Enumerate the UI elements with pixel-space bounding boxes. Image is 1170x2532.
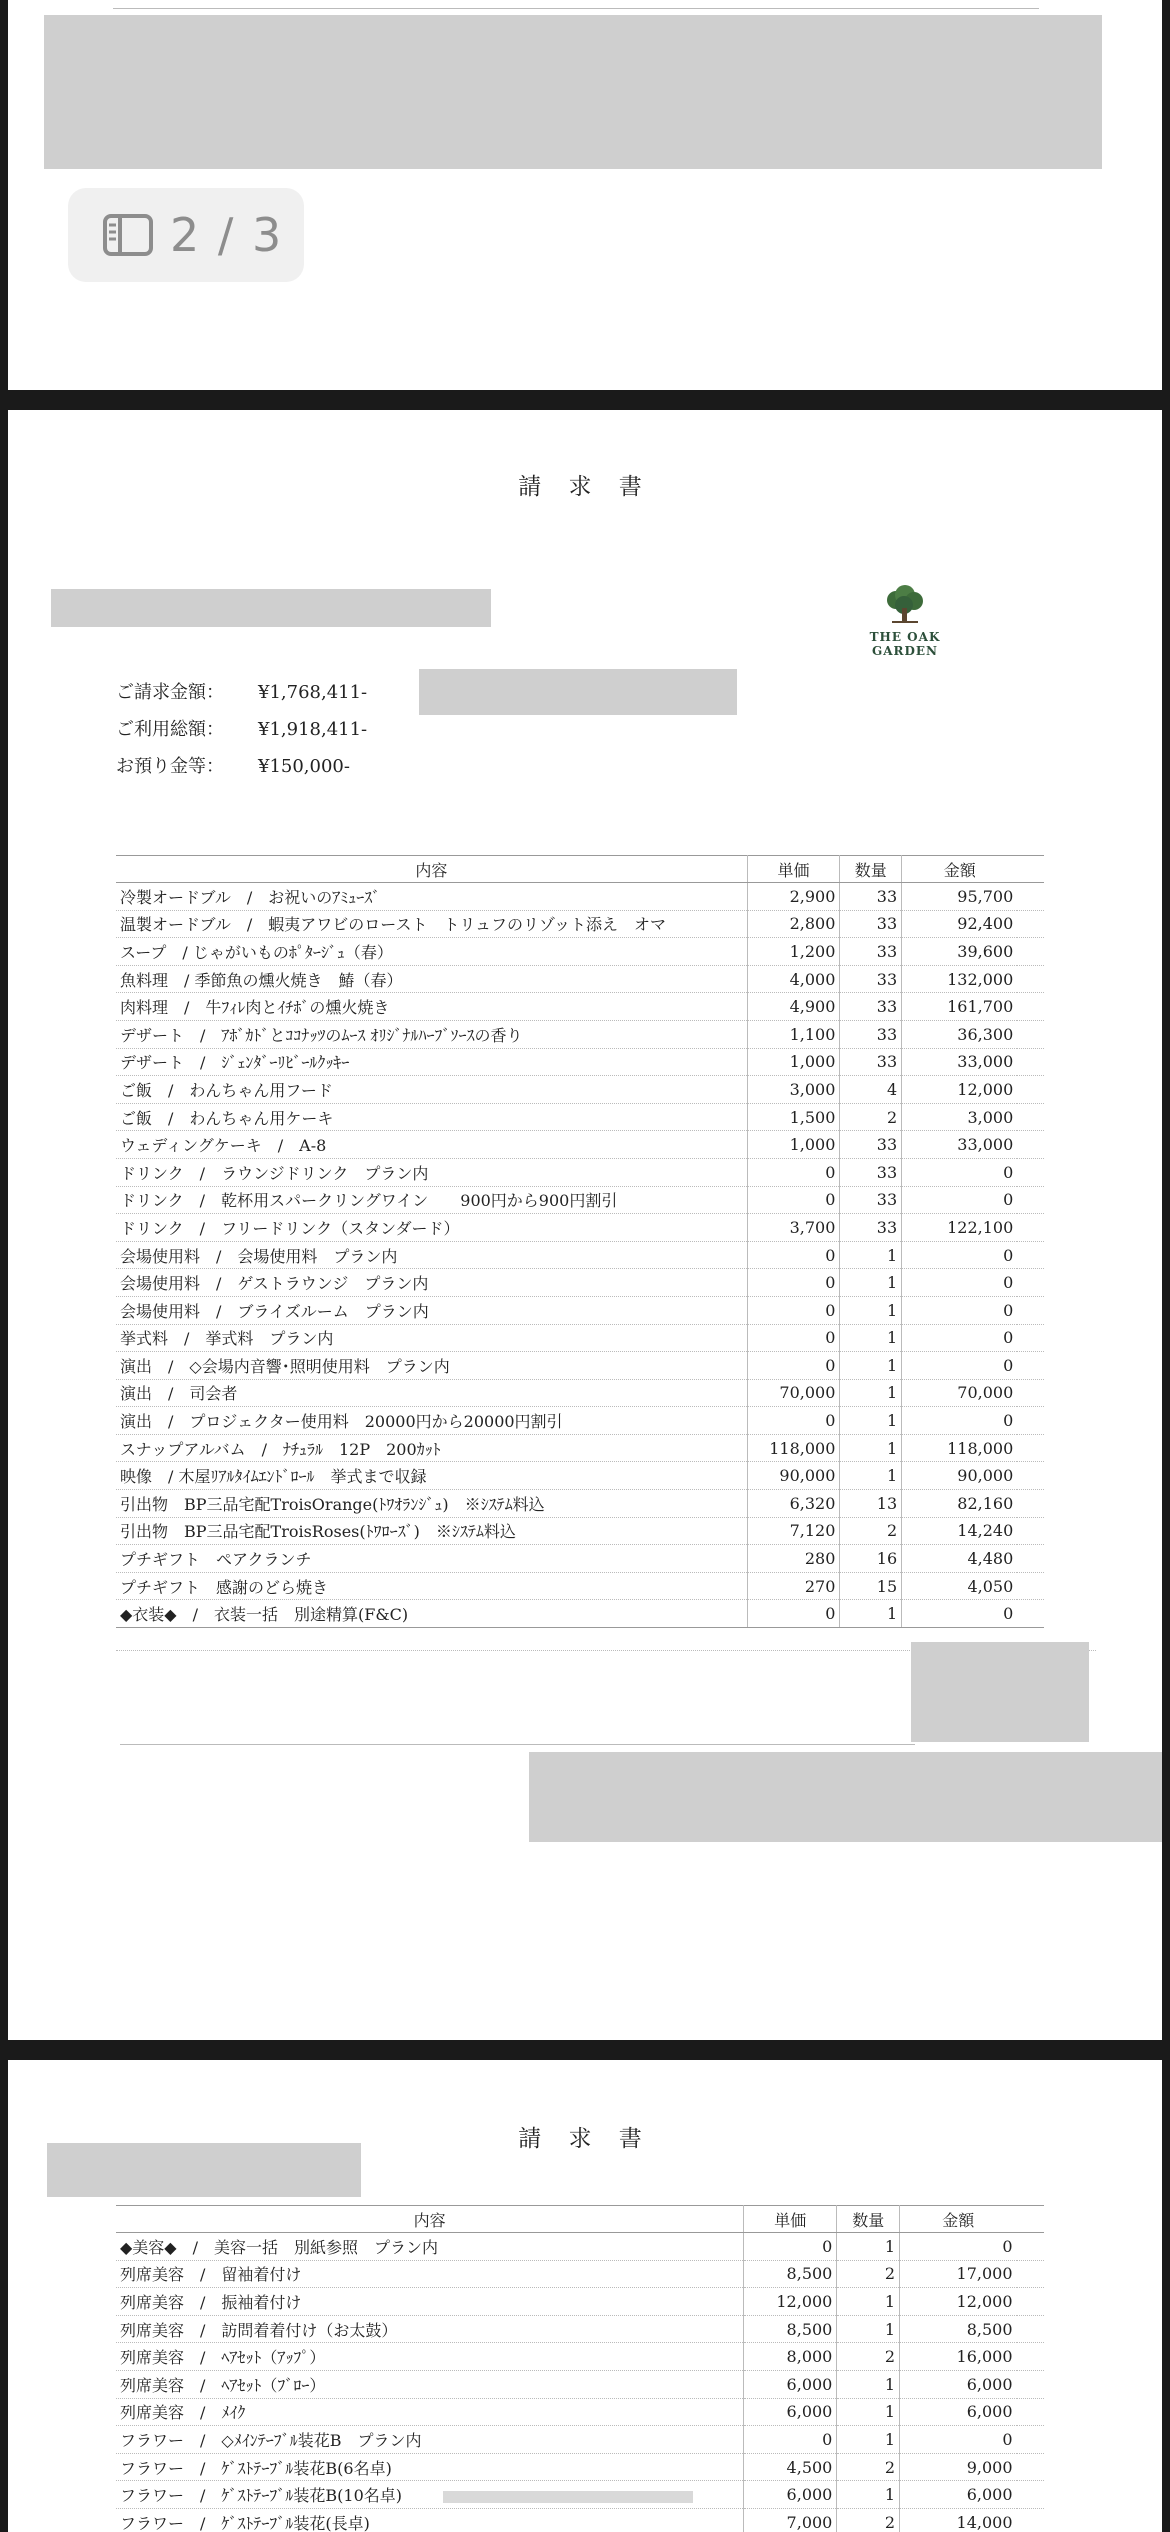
item-description: スナップアルバム / ﾅﾁｭﾗﾙ 12P 200ｶｯﾄ <box>116 1434 747 1462</box>
divider <box>113 8 1039 9</box>
item-description: 演出 / ◇会場内音響･照明使用料 プラン内 <box>116 1352 747 1380</box>
table-row <box>116 2370 1044 2398</box>
item-unit-price: 7,120 <box>747 1517 840 1545</box>
item-amount: 0 <box>902 1600 1018 1628</box>
summary-row-billed <box>116 674 367 711</box>
column-header: 内容 <box>116 2206 744 2233</box>
column-header: 数量 <box>840 856 902 883</box>
item-unit-price: 0 <box>747 1600 840 1628</box>
page-indicator[interactable] <box>68 188 304 282</box>
redacted-block <box>911 1642 1089 1742</box>
column-header: 金額 <box>902 856 1018 883</box>
item-amount: 33,000 <box>902 1131 1018 1159</box>
item-description: デザート / ｱﾎﾞｶﾄﾞとｺｺﾅｯﾂのﾑｰｽ ｵﾘｼﾞﾅﾙﾊｰﾌﾞｿｰｽの香り <box>116 1020 747 1048</box>
item-description: ドリンク / 乾杯用スパークリングワイン 900円から900円割引 <box>116 1186 747 1214</box>
item-amount: 12,000 <box>902 1076 1018 1104</box>
item-description: ご飯 / わんちゃん用フード <box>116 1076 747 1104</box>
item-description: スープ / じゃがいものﾎﾟﾀｰｼﾞｭ（春） <box>116 938 747 966</box>
item-spacer <box>1017 938 1044 966</box>
item-unit-price: 1,000 <box>747 1048 840 1076</box>
item-quantity: 2 <box>837 2260 900 2288</box>
item-unit-price: 1,200 <box>747 938 840 966</box>
item-quantity: 1 <box>837 2315 900 2343</box>
item-spacer <box>1017 1269 1044 1297</box>
item-amount: 12,000 <box>900 2288 1017 2316</box>
item-quantity: 1 <box>837 2398 900 2426</box>
brand-logo <box>835 584 975 658</box>
item-quantity: 33 <box>840 1131 902 1159</box>
item-description: 列席美容 / ﾍｱｾｯﾄ（ｱｯﾌﾟ） <box>116 2343 744 2371</box>
item-quantity: 1 <box>837 2370 900 2398</box>
item-amount: 0 <box>902 1352 1018 1380</box>
item-quantity: 33 <box>840 1186 902 1214</box>
item-unit-price: 6,000 <box>744 2370 837 2398</box>
invoice-items-table <box>116 2205 1044 2532</box>
item-spacer <box>1017 1434 1044 1462</box>
item-quantity: 33 <box>840 1214 902 1242</box>
table-row <box>116 993 1044 1021</box>
summary-value: ¥150,000- <box>258 756 350 777</box>
item-unit-price: 4,500 <box>744 2453 837 2481</box>
item-quantity: 4 <box>840 1076 902 1104</box>
table-row <box>116 1241 1044 1269</box>
item-amount: 0 <box>900 2233 1017 2261</box>
item-description: 演出 / 司会者 <box>116 1379 747 1407</box>
invoice-title: 請 求 書 <box>518 474 652 500</box>
item-quantity: 1 <box>840 1600 902 1628</box>
item-description: 会場使用料 / 会場使用料 プラン内 <box>116 1241 747 1269</box>
table-row <box>116 1076 1044 1104</box>
table-header-row <box>116 856 1044 883</box>
column-header: 数量 <box>837 2206 900 2233</box>
item-unit-price: 0 <box>747 1352 840 1380</box>
item-amount: 6,000 <box>900 2398 1017 2426</box>
item-amount: 39,600 <box>902 938 1018 966</box>
item-description: ドリンク / ラウンジドリンク プラン内 <box>116 1158 747 1186</box>
item-amount: 0 <box>902 1241 1018 1269</box>
table-row <box>116 965 1044 993</box>
redacted-strip <box>443 2491 693 2503</box>
item-unit-price: 3,000 <box>747 1076 840 1104</box>
item-quantity: 15 <box>840 1572 902 1600</box>
item-spacer <box>1017 1517 1044 1545</box>
item-description: 引出物 BP三品宅配TroisOrange(ﾄﾜｵﾗﾝｼﾞｭ) ※ｼｽﾃﾑ料込 <box>116 1490 747 1518</box>
item-amount: 8,500 <box>900 2315 1017 2343</box>
item-unit-price: 90,000 <box>747 1462 840 1490</box>
item-spacer <box>1017 2370 1044 2398</box>
item-amount: 0 <box>902 1186 1018 1214</box>
item-unit-price: 280 <box>747 1545 840 1573</box>
item-quantity: 33 <box>840 1048 902 1076</box>
item-amount: 0 <box>902 1407 1018 1435</box>
column-header-empty <box>1017 2206 1044 2233</box>
item-quantity: 33 <box>840 938 902 966</box>
item-amount: 36,300 <box>902 1020 1018 1048</box>
column-header: 内容 <box>116 856 747 883</box>
item-quantity: 1 <box>840 1462 902 1490</box>
item-amount: 6,000 <box>900 2370 1017 2398</box>
item-spacer <box>1017 1158 1044 1186</box>
page-indicator-label: 2 / 3 <box>170 208 284 262</box>
item-quantity: 1 <box>840 1379 902 1407</box>
sidebar-icon <box>102 213 154 257</box>
item-description: ◆美容◆ / 美容一括 別紙参照 プラン内 <box>116 2233 744 2261</box>
item-amount: 118,000 <box>902 1434 1018 1462</box>
item-unit-price: 1,500 <box>747 1103 840 1131</box>
item-unit-price: 1,100 <box>747 1020 840 1048</box>
item-description: フラワー / ｹﾞｽﾄﾃｰﾌﾞﾙ装花B(10名卓) <box>116 2481 744 2509</box>
column-header: 単価 <box>744 2206 837 2233</box>
document-page-1 <box>8 0 1162 390</box>
item-spacer <box>1017 1379 1044 1407</box>
item-spacer <box>1017 1131 1044 1159</box>
summary-row-total <box>116 711 367 748</box>
item-spacer <box>1017 1572 1044 1600</box>
table-row <box>116 1048 1044 1076</box>
item-spacer <box>1017 2288 1044 2316</box>
invoice-summary <box>116 674 367 785</box>
redacted-name <box>47 2143 361 2197</box>
summary-label: ご請求金額： <box>116 682 224 703</box>
item-spacer <box>1017 965 1044 993</box>
table-row <box>116 2343 1044 2371</box>
item-amount: 82,160 <box>902 1490 1018 1518</box>
item-spacer <box>1017 883 1044 911</box>
item-amount: 95,700 <box>902 883 1018 911</box>
item-spacer <box>1017 2233 1044 2261</box>
table-row <box>116 1269 1044 1297</box>
table-row <box>116 2233 1044 2261</box>
item-amount: 4,480 <box>902 1545 1018 1573</box>
item-amount: 0 <box>902 1296 1018 1324</box>
table-row <box>116 1020 1044 1048</box>
item-description: 演出 / プロジェクター使用料 20000円から20000円割引 <box>116 1407 747 1435</box>
item-quantity: 33 <box>840 1158 902 1186</box>
item-spacer <box>1017 1462 1044 1490</box>
summary-row-deposit <box>116 748 367 785</box>
table-row <box>116 2398 1044 2426</box>
document-page-3 <box>8 2060 1162 2532</box>
table-row <box>116 1379 1044 1407</box>
item-quantity: 1 <box>840 1434 902 1462</box>
table-row <box>116 1131 1044 1159</box>
item-quantity: 1 <box>840 1269 902 1297</box>
item-quantity: 1 <box>837 2233 900 2261</box>
item-spacer <box>1017 2426 1044 2454</box>
item-description: 列席美容 / 留袖着付け <box>116 2260 744 2288</box>
item-unit-price: 0 <box>747 1269 840 1297</box>
table-row <box>116 1517 1044 1545</box>
item-amount: 3,000 <box>902 1103 1018 1131</box>
item-spacer <box>1017 1545 1044 1573</box>
item-description: デザート / ｼﾞｪﾝﾀﾞｰﾘﾋﾞｰﾙｸｯｷｰ <box>116 1048 747 1076</box>
item-unit-price: 1,000 <box>747 1131 840 1159</box>
item-quantity: 16 <box>840 1545 902 1573</box>
item-amount: 122,100 <box>902 1214 1018 1242</box>
item-spacer <box>1017 1324 1044 1352</box>
item-spacer <box>1017 1296 1044 1324</box>
item-unit-price: 2,800 <box>747 910 840 938</box>
item-quantity: 1 <box>840 1352 902 1380</box>
item-amount: 16,000 <box>900 2343 1017 2371</box>
item-unit-price: 6,000 <box>744 2398 837 2426</box>
table-row <box>116 1352 1044 1380</box>
table-row <box>116 2288 1044 2316</box>
table-row <box>116 1103 1044 1131</box>
table-row <box>116 1186 1044 1214</box>
item-quantity: 1 <box>837 2426 900 2454</box>
item-quantity: 1 <box>837 2481 900 2509</box>
item-spacer <box>1017 2398 1044 2426</box>
item-spacer <box>1017 2343 1044 2371</box>
item-amount: 0 <box>902 1269 1018 1297</box>
item-quantity: 33 <box>840 883 902 911</box>
item-quantity: 2 <box>837 2508 900 2532</box>
summary-value: ¥1,918,411- <box>258 719 368 740</box>
table-row <box>116 1545 1044 1573</box>
item-amount: 14,000 <box>900 2508 1017 2532</box>
item-unit-price: 2,900 <box>747 883 840 911</box>
item-spacer <box>1017 2260 1044 2288</box>
item-quantity: 33 <box>840 1020 902 1048</box>
table-row <box>116 1324 1044 1352</box>
item-spacer <box>1017 1352 1044 1380</box>
item-unit-price: 270 <box>747 1572 840 1600</box>
item-unit-price: 0 <box>747 1296 840 1324</box>
item-spacer <box>1017 2315 1044 2343</box>
item-quantity: 13 <box>840 1490 902 1518</box>
item-quantity: 1 <box>840 1407 902 1435</box>
oak-tree-icon <box>882 584 928 624</box>
item-description: 会場使用料 / ブライズルーム プラン内 <box>116 1296 747 1324</box>
table-row <box>116 1600 1044 1628</box>
item-unit-price: 8,500 <box>744 2260 837 2288</box>
item-amount: 70,000 <box>902 1379 1018 1407</box>
item-unit-price: 6,000 <box>744 2481 837 2509</box>
item-description: 映像 / 木屋ﾘｱﾙﾀｲﾑｴﾝﾄﾞﾛｰﾙ 挙式まで収録 <box>116 1462 747 1490</box>
item-spacer <box>1017 1103 1044 1131</box>
item-spacer <box>1017 2453 1044 2481</box>
item-amount: 0 <box>900 2426 1017 2454</box>
table-row <box>116 938 1044 966</box>
item-quantity: 1 <box>840 1324 902 1352</box>
item-quantity: 33 <box>840 910 902 938</box>
table-row <box>116 883 1044 911</box>
item-spacer <box>1017 1048 1044 1076</box>
item-spacer <box>1017 1600 1044 1628</box>
table-row <box>116 2260 1044 2288</box>
column-header-empty <box>1017 856 1044 883</box>
item-spacer <box>1017 1490 1044 1518</box>
item-quantity: 2 <box>837 2453 900 2481</box>
item-unit-price: 0 <box>747 1241 840 1269</box>
item-amount: 92,400 <box>902 910 1018 938</box>
item-description: ◆衣装◆ / 衣装一括 別途精算(F&C) <box>116 1600 747 1628</box>
summary-value: ¥1,768,411- <box>258 682 368 703</box>
redacted-block <box>419 669 737 715</box>
item-description: 会場使用料 / ゲストラウンジ プラン内 <box>116 1269 747 1297</box>
summary-label: ご利用総額： <box>116 719 224 740</box>
item-description: プチギフト ペアクランチ <box>116 1545 747 1573</box>
table-row <box>116 2315 1044 2343</box>
item-description: プチギフト 感謝のどら焼き <box>116 1572 747 1600</box>
item-unit-price: 0 <box>747 1324 840 1352</box>
item-description: 列席美容 / ﾍｱｾｯﾄ（ﾌﾞﾛｰ） <box>116 2370 744 2398</box>
item-quantity: 2 <box>840 1103 902 1131</box>
item-unit-price: 7,000 <box>744 2508 837 2532</box>
table-row <box>116 1572 1044 1600</box>
item-unit-price: 0 <box>747 1186 840 1214</box>
item-unit-price: 0 <box>747 1407 840 1435</box>
item-unit-price: 8,000 <box>744 2343 837 2371</box>
item-amount: 9,000 <box>900 2453 1017 2481</box>
table-row <box>116 910 1044 938</box>
item-unit-price: 118,000 <box>747 1434 840 1462</box>
item-description: ウェディングケーキ / A-8 <box>116 1131 747 1159</box>
redacted-block <box>529 1752 1162 1842</box>
item-amount: 4,050 <box>902 1572 1018 1600</box>
item-amount: 33,000 <box>902 1048 1018 1076</box>
item-unit-price: 4,000 <box>747 965 840 993</box>
item-spacer <box>1017 2508 1044 2532</box>
table-row <box>116 1214 1044 1242</box>
item-description: 冷製オードブル / お祝いのｱﾐｭｰｽﾞ <box>116 883 747 911</box>
item-amount: 14,240 <box>902 1517 1018 1545</box>
column-header: 単価 <box>747 856 840 883</box>
column-header: 金額 <box>900 2206 1017 2233</box>
brand-name: THE OAK GARDEN <box>869 630 941 658</box>
item-quantity: 33 <box>840 993 902 1021</box>
table-row <box>116 1434 1044 1462</box>
item-description: フラワー / ◇ﾒｲﾝﾃｰﾌﾞﾙ装花B プラン内 <box>116 2426 744 2454</box>
table-row <box>116 1462 1044 1490</box>
table-header-row <box>116 2206 1044 2233</box>
item-description: 肉料理 / 牛ﾌｨﾚ肉とｲﾁﾎﾞの燻火焼き <box>116 993 747 1021</box>
item-description: 列席美容 / ﾒｲｸ <box>116 2398 744 2426</box>
item-spacer <box>1017 1241 1044 1269</box>
table-row <box>116 2508 1044 2532</box>
item-quantity: 1 <box>840 1241 902 1269</box>
item-description: フラワー / ｹﾞｽﾄﾃｰﾌﾞﾙ装花B(6名卓) <box>116 2453 744 2481</box>
item-spacer <box>1017 1076 1044 1104</box>
item-unit-price: 12,000 <box>744 2288 837 2316</box>
item-quantity: 2 <box>840 1517 902 1545</box>
item-unit-price: 0 <box>744 2233 837 2261</box>
item-unit-price: 0 <box>744 2426 837 2454</box>
item-description: ご飯 / わんちゃん用ケーキ <box>116 1103 747 1131</box>
table-row <box>116 1407 1044 1435</box>
item-spacer <box>1017 2481 1044 2509</box>
summary-label: お預り金等： <box>116 756 224 777</box>
table-row <box>116 1296 1044 1324</box>
table-row <box>116 1158 1044 1186</box>
invoice-items-table <box>116 855 1044 1628</box>
item-description: ドリンク / フリードリンク（スタンダード） <box>116 1214 747 1242</box>
item-quantity: 2 <box>837 2343 900 2371</box>
item-amount: 17,000 <box>900 2260 1017 2288</box>
item-unit-price: 0 <box>747 1158 840 1186</box>
item-unit-price: 8,500 <box>744 2315 837 2343</box>
redacted-name <box>51 589 491 627</box>
redacted-block <box>44 15 1102 169</box>
divider <box>120 1744 915 1745</box>
invoice-title: 請 求 書 <box>518 2126 652 2152</box>
item-amount: 0 <box>902 1158 1018 1186</box>
table-row <box>116 2453 1044 2481</box>
item-description: 引出物 BP三品宅配TroisRoses(ﾄﾜﾛｰｽﾞ) ※ｼｽﾃﾑ料込 <box>116 1517 747 1545</box>
item-description: 列席美容 / 訪問着着付け（お太鼓） <box>116 2315 744 2343</box>
item-amount: 6,000 <box>900 2481 1017 2509</box>
item-amount: 161,700 <box>902 993 1018 1021</box>
table-row <box>116 2426 1044 2454</box>
item-description: 列席美容 / 振袖着付け <box>116 2288 744 2316</box>
item-spacer <box>1017 910 1044 938</box>
item-amount: 132,000 <box>902 965 1018 993</box>
item-unit-price: 3,700 <box>747 1214 840 1242</box>
item-unit-price: 4,900 <box>747 993 840 1021</box>
item-spacer <box>1017 1407 1044 1435</box>
item-description: 挙式料 / 挙式料 プラン内 <box>116 1324 747 1352</box>
item-description: 温製オードブル / 蝦夷アワビのロースト トリュフのリゾット添え オマ <box>116 910 747 938</box>
item-spacer <box>1017 1020 1044 1048</box>
item-description: 魚料理 / 季節魚の燻火焼き 鰆（春） <box>116 965 747 993</box>
item-amount: 90,000 <box>902 1462 1018 1490</box>
item-quantity: 1 <box>837 2288 900 2316</box>
item-quantity: 33 <box>840 965 902 993</box>
table-row <box>116 1490 1044 1518</box>
item-amount: 0 <box>902 1324 1018 1352</box>
document-page-2 <box>8 410 1162 2040</box>
item-spacer <box>1017 993 1044 1021</box>
item-unit-price: 6,320 <box>747 1490 840 1518</box>
item-description: フラワー / ｹﾞｽﾄﾃｰﾌﾞﾙ装花(長卓) <box>116 2508 744 2532</box>
item-spacer <box>1017 1186 1044 1214</box>
item-unit-price: 70,000 <box>747 1379 840 1407</box>
item-spacer <box>1017 1214 1044 1242</box>
item-quantity: 1 <box>840 1296 902 1324</box>
